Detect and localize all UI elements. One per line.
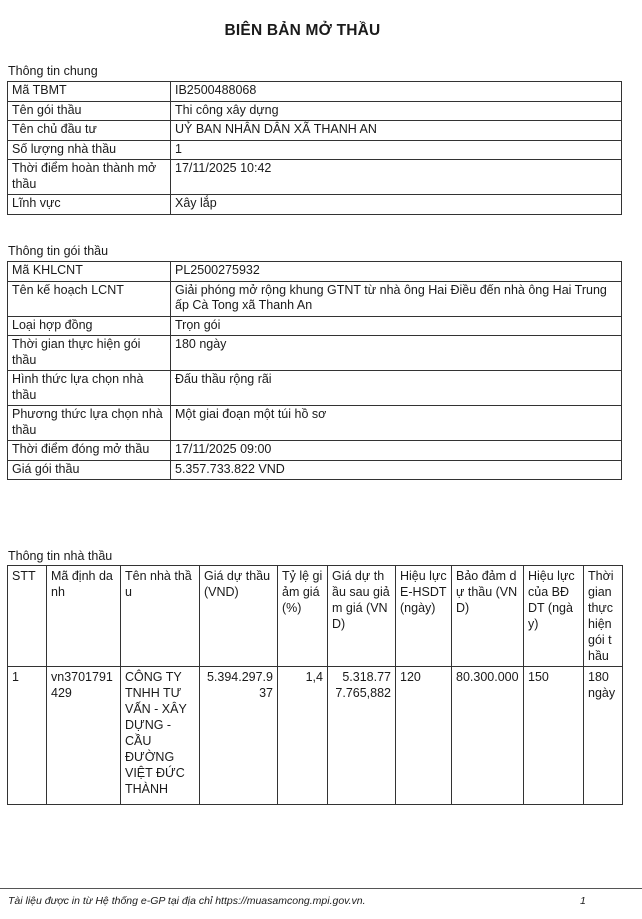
cell-bid-price: 5.394.297.937 xyxy=(200,667,278,805)
page-number: 1 xyxy=(580,895,586,907)
field-label: Thời điểm hoàn thành mở thầu xyxy=(8,160,171,195)
table-row xyxy=(8,121,622,141)
field-value: 5.357.733.822 VND xyxy=(171,460,622,480)
field-value: IB2500488068 xyxy=(171,82,622,102)
field-label: Phương thức lựa chọn nhà thầu xyxy=(8,406,171,441)
table-row xyxy=(8,460,622,480)
table-row xyxy=(8,82,622,102)
cell-name: CÔNG TY TNHH TƯ VẤN - XÂY DỰNG - CẦU ĐƯỜNG VIỆT ĐỨC THÀNH xyxy=(121,667,200,805)
field-label: Thời gian thực hiện gói thầu xyxy=(8,336,171,371)
field-label: Giá gói thầu xyxy=(8,460,171,480)
cell-stt: 1 xyxy=(8,667,47,805)
field-label: Loại hợp đồng xyxy=(8,316,171,336)
column-header: Bảo đảm dự thầu (VND) xyxy=(452,566,524,667)
table-row xyxy=(8,101,622,121)
table-row xyxy=(8,140,622,160)
column-header: Tỷ lệ giảm giá (%) xyxy=(278,566,328,667)
table-row xyxy=(8,316,622,336)
field-label: Tên gói thầu xyxy=(8,101,171,121)
table-row xyxy=(8,441,622,461)
field-label: Mã KHLCNT xyxy=(8,262,171,282)
cell-validity: 120 xyxy=(396,667,452,805)
table-row xyxy=(8,195,622,215)
table-row xyxy=(8,371,622,406)
column-header: Thời gian thực hiện gói thầu xyxy=(584,566,623,667)
column-header: Giá dự thầu (VND) xyxy=(200,566,278,667)
column-header: Hiệu lực E-HSDT (ngày) xyxy=(396,566,452,667)
field-value: Thi công xây dựng xyxy=(171,101,622,121)
package-info-table xyxy=(7,261,622,480)
page-title: BIÊN BẢN MỞ THẦU xyxy=(224,22,381,39)
field-value: Một giai đoạn một túi hồ sơ xyxy=(171,406,622,441)
table-row xyxy=(8,281,622,316)
field-value: 17/11/2025 10:42 xyxy=(171,160,622,195)
field-label: Số lượng nhà thầu xyxy=(8,140,171,160)
column-header: Mã định danh xyxy=(47,566,121,667)
cell-discount: 1,4 xyxy=(278,667,328,805)
field-label: Tên chủ đầu tư xyxy=(8,121,171,141)
field-value: Trọn gói xyxy=(171,316,622,336)
field-value: 180 ngày xyxy=(171,336,622,371)
column-header: STT xyxy=(8,566,47,667)
table-row xyxy=(8,160,622,195)
column-header: Giá dự thầu sau giảm giá (VND) xyxy=(328,566,396,667)
footer-divider xyxy=(0,888,642,889)
table-row xyxy=(8,262,622,282)
column-header: Hiệu lực của BĐ DT (ngày) xyxy=(524,566,584,667)
field-value: Giải phóng mở rộng khung GTNT từ nhà ông Hai Điều đến nhà ông Hai Trung ấp Cà Tong xã Thanh An xyxy=(171,281,622,316)
cell-duration: 180 ngày xyxy=(584,667,623,805)
table-row xyxy=(8,406,622,441)
field-value: UỶ BAN NHÂN DÂN XÃ THANH AN xyxy=(171,121,622,141)
table-row xyxy=(8,336,622,371)
field-value: 1 xyxy=(171,140,622,160)
cell-guarantee-validity: 150 xyxy=(524,667,584,805)
column-header: Tên nhà thầu xyxy=(121,566,200,667)
footer-text: Tài liệu được in từ Hệ thống e-GP tại địa chỉ https://muasamcong.mpi.gov.vn. xyxy=(8,895,366,907)
table-header-row xyxy=(8,566,623,667)
contractor-table xyxy=(7,565,623,805)
cell-guarantee: 80.300.000 xyxy=(452,667,524,805)
general-info-heading: Thông tin chung xyxy=(8,64,98,78)
contractor-info-heading: Thông tin nhà thầu xyxy=(8,549,113,563)
field-label: Mã TBMT xyxy=(8,82,171,102)
field-label: Thời điểm đóng mở thầu xyxy=(8,441,171,461)
package-info-heading: Thông tin gói thầu xyxy=(8,244,109,258)
field-label: Tên kế hoạch LCNT xyxy=(8,281,171,316)
field-label: Lĩnh vực xyxy=(8,195,171,215)
table-row xyxy=(8,667,623,805)
cell-price-after: 5.318.777.765,882 xyxy=(328,667,396,805)
cell-id: vn3701791429 xyxy=(47,667,121,805)
field-value: 17/11/2025 09:00 xyxy=(171,441,622,461)
field-label: Hình thức lựa chọn nhà thầu xyxy=(8,371,171,406)
field-value: PL2500275932 xyxy=(171,262,622,282)
field-value: Xây lắp xyxy=(171,195,622,215)
general-info-table xyxy=(7,81,622,215)
field-value: Đấu thầu rộng rãi xyxy=(171,371,622,406)
